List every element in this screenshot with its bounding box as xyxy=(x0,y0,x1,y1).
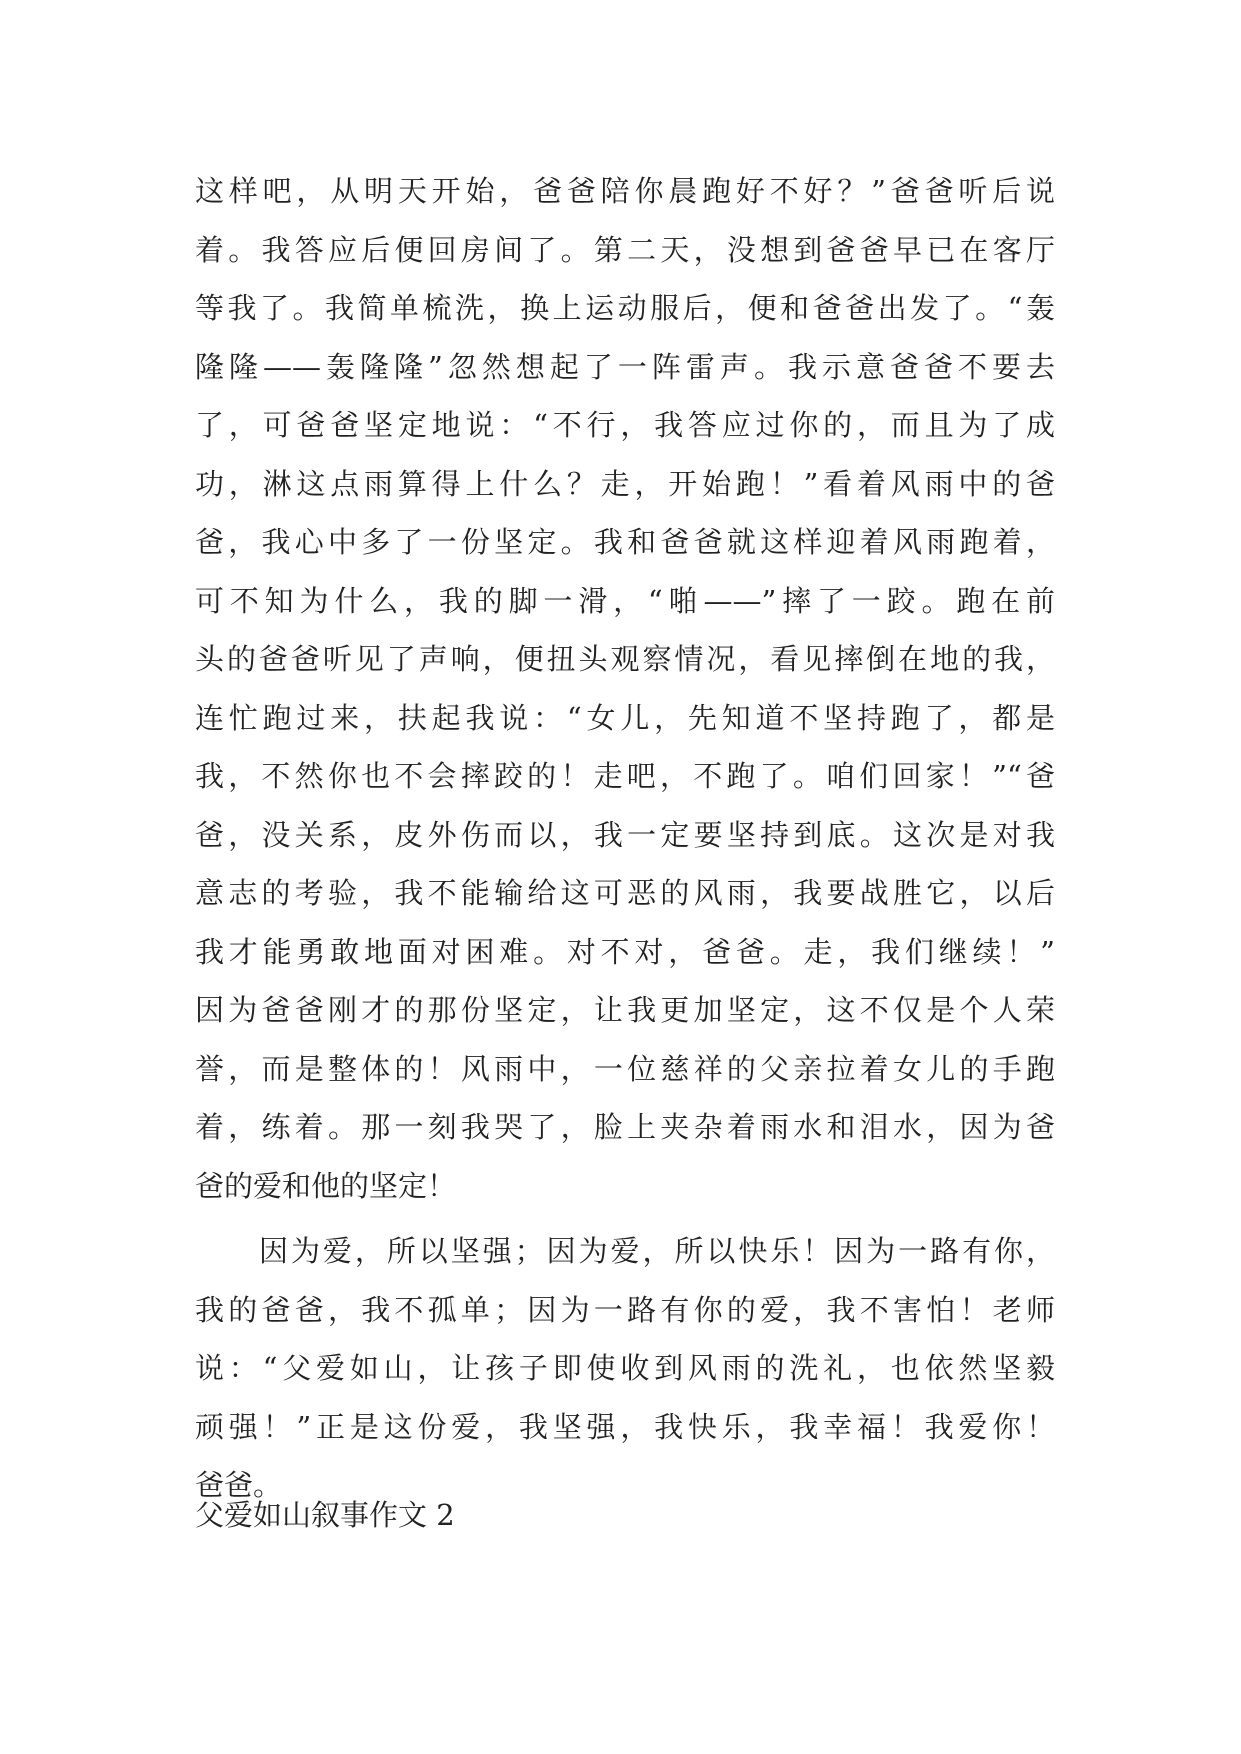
paragraph-line: 这样吧，从明天开始，爸爸陪你晨跑好不好？”爸爸听后说 xyxy=(195,174,1055,208)
paragraph-line: 隆隆——轰隆隆”忽然想起了一阵雷声。我示意爸爸不要去 xyxy=(195,349,1055,384)
paragraph-line: 爸，没关系，皮外伤而以，我一定要坚持到底。这次是对我 xyxy=(195,817,1055,852)
paragraph-line: 功，淋这点雨算得上什么？走，开始跑！”看着风雨中的爸 xyxy=(195,466,1055,501)
paragraph-line: 爸爸。 xyxy=(195,1468,283,1502)
paragraph-line: 了，可爸爸坚定地说：“不行，我答应过你的，而且为了成 xyxy=(195,408,1055,442)
paragraph-line: 爸的爱和他的坚定！ xyxy=(195,1168,457,1203)
paragraph-line: 因为爱，所以坚强；因为爱，所以快乐！因为一路有你， xyxy=(259,1234,1055,1268)
paragraph-2 xyxy=(195,1222,1055,1515)
paragraph-line: 因为爸爸刚才的那份坚定，让我更加坚定，这不仅是个人荣 xyxy=(195,993,1055,1027)
paragraph-line: 我，不然你也不会摔跤的！走吧，不跑了。咱们回家！”“爸 xyxy=(195,759,1055,793)
paragraph-line: 着。我答应后便回房间了。第二天，没想到爸爸早已在客厅 xyxy=(195,232,1055,267)
paragraph-line: 等我了。我简单梳洗，换上运动服后，便和爸爸出发了。“轰 xyxy=(195,291,1055,325)
paragraph-line: 意志的考验，我不能输给这可恶的风雨，我要战胜它，以后 xyxy=(195,876,1055,910)
paragraph-1 xyxy=(195,162,1055,1215)
paragraph-line: 着，练着。那一刻我哭了，脸上夹杂着雨水和泪水，因为爸 xyxy=(195,1110,1055,1144)
paragraph-line: 头的爸爸听见了声响，便扭头观察情况，看见摔倒在地的我， xyxy=(195,642,1055,676)
paragraph-line: 我才能勇敢地面对困难。对不对，爸爸。走，我们继续！” xyxy=(195,934,1055,969)
paragraph-line: 顽强！”正是这份爱，我坚强，我快乐，我幸福！我爱你！ xyxy=(195,1409,1055,1444)
paragraph-line: 可不知为什么，我的脚一滑，“啪——”摔了一跤。跑在前 xyxy=(195,583,1055,618)
paragraph-line: 连忙跑过来，扶起我说：“女儿，先知道不坚持跑了，都是 xyxy=(195,700,1055,735)
section-heading: 父爱如山叙事作文 2 xyxy=(195,1498,455,1532)
paragraph-line: 誉，而是整体的！风雨中，一位慈祥的父亲拉着女儿的手跑 xyxy=(195,1051,1055,1086)
paragraph-line: 说：“父爱如山，让孩子即使收到风雨的洗礼，也依然坚毅 xyxy=(195,1351,1055,1385)
paragraph-line: 我的爸爸，我不孤单；因为一路有你的爱，我不害怕！老师 xyxy=(195,1292,1055,1327)
paragraph-line: 爸，我心中多了一份坚定。我和爸爸就这样迎着风雨跑着， xyxy=(195,525,1055,559)
